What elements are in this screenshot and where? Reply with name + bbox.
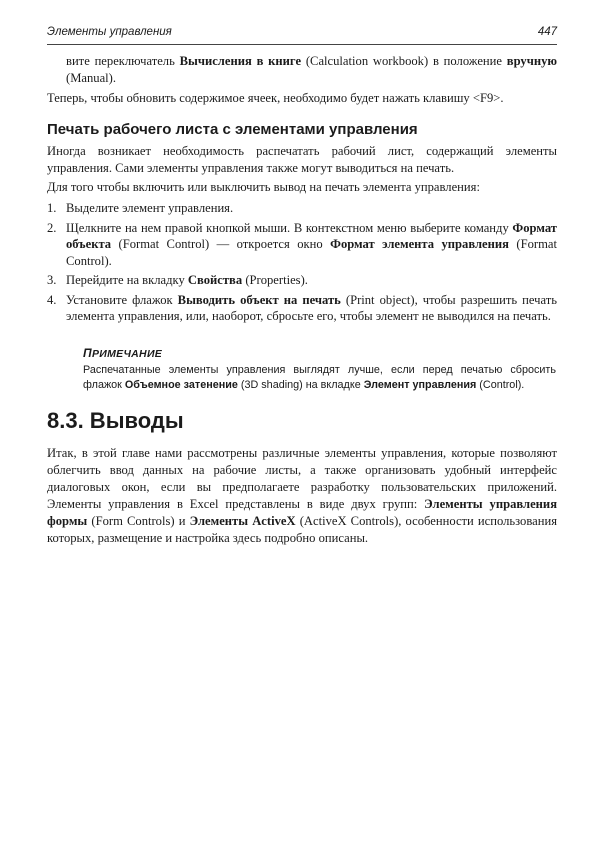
list-item: 3. Перейдите на вкладку Свойства (Properties). bbox=[47, 273, 308, 287]
intro-paragraph-f9: Теперь, чтобы обновить содержимое ячеек, необходимо будет нажать клавишу <F9>. bbox=[47, 91, 504, 105]
running-header bbox=[47, 22, 557, 45]
print-intro-paragraph: Иногда возникает необходимость распечатать рабочий лист, содержащий элементы управления. Сами элементы управления также могут выводиться на печать. bbox=[47, 144, 557, 175]
chapter-title: Элементы управления bbox=[47, 26, 172, 38]
print-how-to-paragraph: Для того чтобы включить или выключить вывод на печать элемента управления: bbox=[47, 180, 480, 194]
note-box bbox=[83, 346, 556, 393]
note-text: Распечатанные элементы управления выглядят лучше, если перед печатью сбросить флажок Объемное затенение (3D shading) на вкладке Элемент управления (Control). bbox=[83, 364, 556, 391]
list-item: 1. Выделите элемент управления. bbox=[47, 201, 234, 215]
intro-continuation: вите переключатель Вычисления в книге (Calculation workbook) в положение вручную (Manual). bbox=[66, 54, 558, 85]
note-label: ПРИМЕЧАНИЕ bbox=[83, 346, 163, 360]
list-item: 4. Установите флажок Выводить объект на печать (Print object), чтобы разрешить печать элемента управления, или, наоборот, сбросьте его, чтобы элемент не выводился на печать. bbox=[47, 292, 557, 323]
section-heading-conclusions: 8.3. Выводы bbox=[47, 408, 184, 433]
page-number: 447 bbox=[537, 26, 557, 38]
conclusions-paragraph: Итак, в этой главе нами рассмотрены различные элементы управления, которые позволяют облегчить ввод данных на рабочие листы, а также организовать удобный интерфейс диалоговых окон, если вы предполагаете разработку пользовательских приложений. Элементы управления в Excel представлены в виде двух групп: Элементы управления формы (Form Controls) и Элементы ActiveX (ActiveX Controls), особенности использования которых, размещение и настройка здесь подробно описаны. bbox=[47, 446, 558, 545]
term-calc-workbook: Вычисления в книге bbox=[179, 54, 302, 68]
list-item: 2. Щелкните на нем правой кнопкой мыши. В контекстном меню выберите команду Формат объекта (Format Control) — откроется окно Формат элемента управления (Format Control). bbox=[47, 220, 557, 268]
section-heading-print: Печать рабочего листа с элементами управления bbox=[47, 121, 418, 138]
term-manual: вручную bbox=[506, 54, 558, 68]
print-steps-list bbox=[47, 200, 557, 328]
